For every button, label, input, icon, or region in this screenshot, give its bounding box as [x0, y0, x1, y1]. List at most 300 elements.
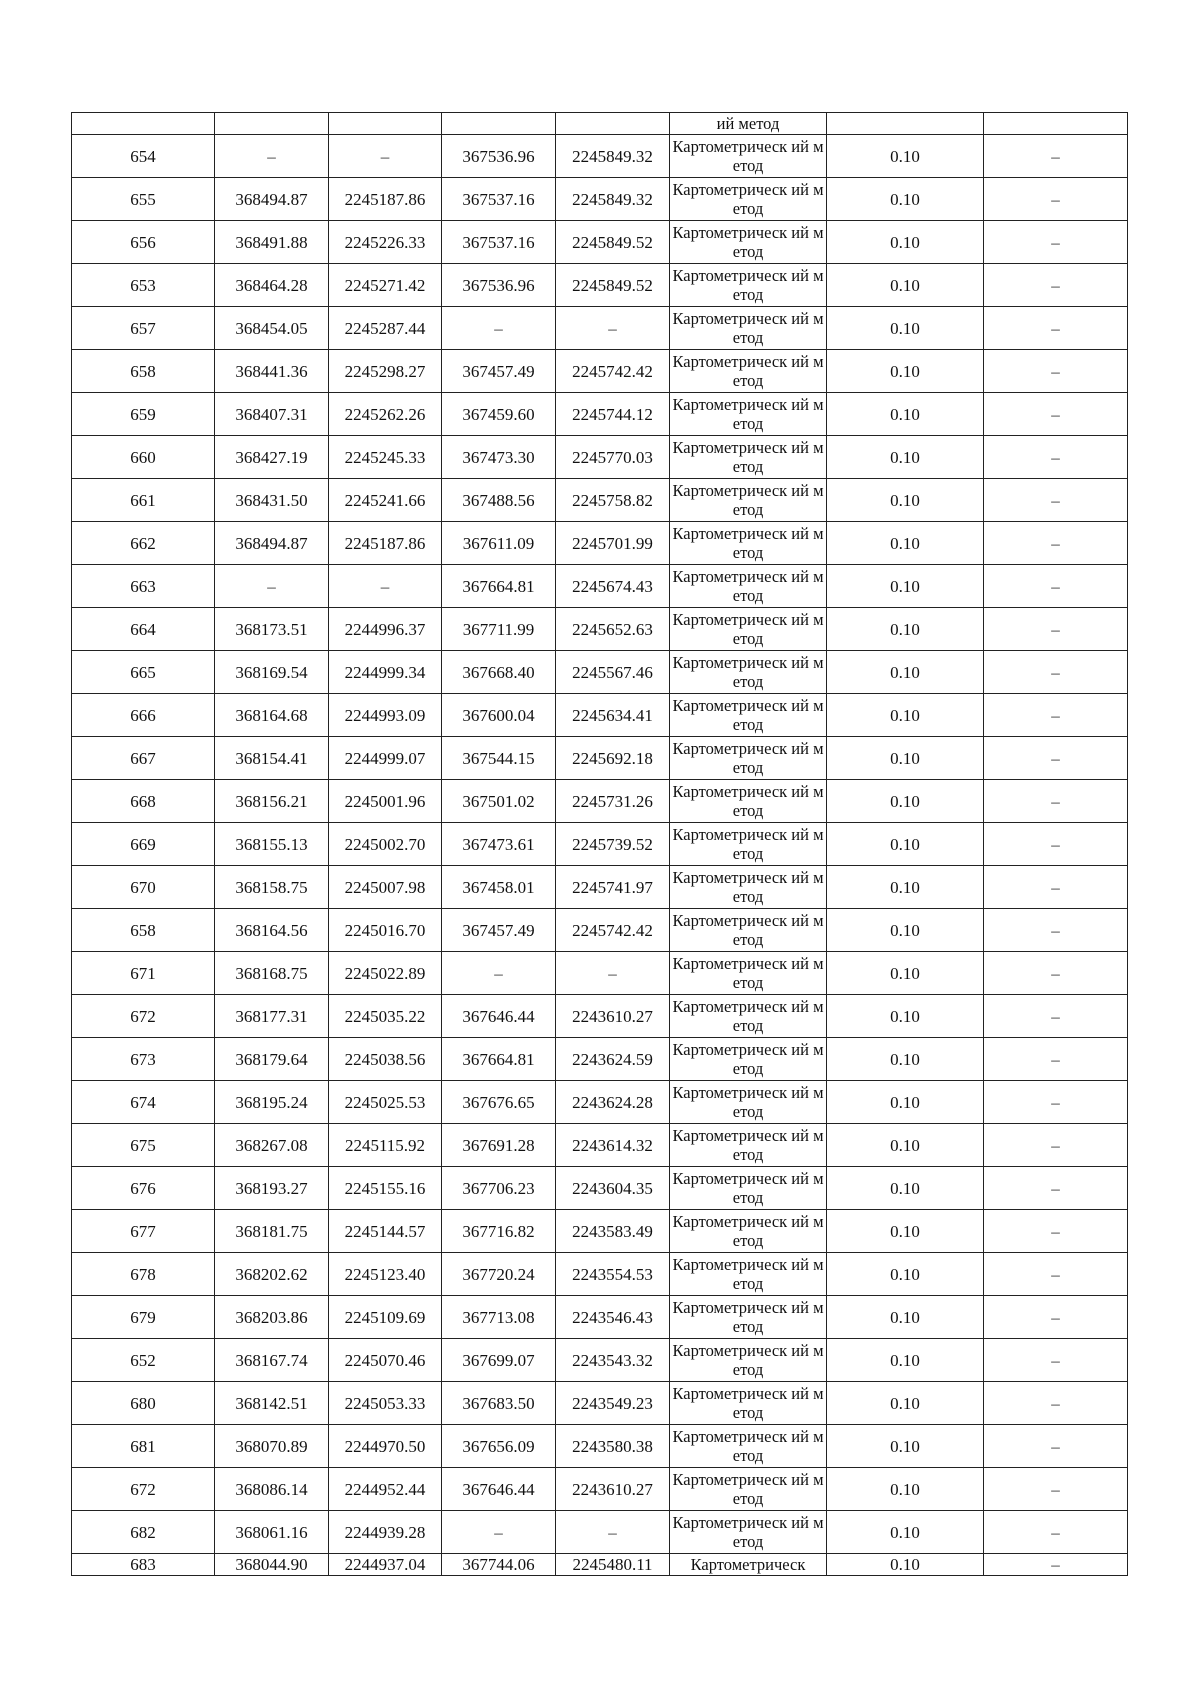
table-row — [72, 995, 1128, 1038]
cell-method: Картометрическ ий метод — [670, 1038, 827, 1081]
cell-method: Картометрическ ий метод — [670, 823, 827, 866]
cell-point-number: 667 — [72, 737, 215, 780]
cell-method: Картометрическ ий метод — [670, 1339, 827, 1382]
cell-accuracy: 0.10 — [827, 436, 984, 479]
cell-y-new: 2245480.11 — [556, 1554, 670, 1576]
cell-note: – — [984, 1210, 1128, 1253]
cell-method: Картометрическ ий метод — [670, 1167, 827, 1210]
cell-note: – — [984, 1081, 1128, 1124]
cell-x-new: 367646.44 — [442, 1468, 556, 1511]
cell-accuracy: 0.10 — [827, 221, 984, 264]
cell-note: – — [984, 522, 1128, 565]
cell-point-number: 679 — [72, 1296, 215, 1339]
table-row — [72, 565, 1128, 608]
cell-note: – — [984, 1296, 1128, 1339]
table-row — [72, 1511, 1128, 1554]
table-row — [72, 1081, 1128, 1124]
cell-point-number: 672 — [72, 995, 215, 1038]
cell-y-old: 2245226.33 — [329, 221, 442, 264]
cell-x-old: 368164.68 — [215, 694, 329, 737]
table-row — [72, 221, 1128, 264]
table-row — [72, 1210, 1128, 1253]
cell-y-old: 2245245.33 — [329, 436, 442, 479]
cell-x-new: 367646.44 — [442, 995, 556, 1038]
table-row — [72, 1554, 1128, 1576]
cell-note: – — [984, 1038, 1128, 1081]
cell-method: Картометрическ ий метод — [670, 135, 827, 178]
cell-point-number: 660 — [72, 436, 215, 479]
table-row — [72, 135, 1128, 178]
cell-accuracy: 0.10 — [827, 307, 984, 350]
cell-x-old: 368173.51 — [215, 608, 329, 651]
cell-y-new: – — [556, 952, 670, 995]
cell-note: – — [984, 995, 1128, 1038]
cell-note: – — [984, 823, 1128, 866]
cell-note: – — [984, 780, 1128, 823]
cell-accuracy: 0.10 — [827, 350, 984, 393]
cell-x-new: 367713.08 — [442, 1296, 556, 1339]
cell-x-old: 368044.90 — [215, 1554, 329, 1576]
cell-point-number: 655 — [72, 178, 215, 221]
table-row — [72, 1038, 1128, 1081]
cell-note: – — [984, 1554, 1128, 1576]
cell-x-new: 367501.02 — [442, 780, 556, 823]
cell-note: – — [984, 1425, 1128, 1468]
table-row — [72, 1468, 1128, 1511]
cell-x-new: 367664.81 — [442, 565, 556, 608]
cell-point-number — [72, 113, 215, 135]
table-row — [72, 307, 1128, 350]
cell-x-new: 367537.16 — [442, 221, 556, 264]
cell-note: – — [984, 178, 1128, 221]
table-row — [72, 393, 1128, 436]
cell-y-old: 2245016.70 — [329, 909, 442, 952]
cell-note: – — [984, 221, 1128, 264]
cell-x-new: 367457.49 — [442, 350, 556, 393]
table-row — [72, 436, 1128, 479]
cell-point-number: 683 — [72, 1554, 215, 1576]
cell-accuracy: 0.10 — [827, 952, 984, 995]
cell-x-new: 367676.65 — [442, 1081, 556, 1124]
cell-y-old: 2244939.28 — [329, 1511, 442, 1554]
cell-y-new: 2245741.97 — [556, 866, 670, 909]
cell-y-new: 2243624.59 — [556, 1038, 670, 1081]
table-row — [72, 866, 1128, 909]
cell-point-number: 677 — [72, 1210, 215, 1253]
cell-accuracy: 0.10 — [827, 737, 984, 780]
cell-note: – — [984, 1339, 1128, 1382]
cell-y-new: 2245742.42 — [556, 350, 670, 393]
cell-x-new: 367744.06 — [442, 1554, 556, 1576]
cell-x-old: 368494.87 — [215, 522, 329, 565]
cell-y-new: 2243604.35 — [556, 1167, 670, 1210]
cell-method: Картометрическ ий метод — [670, 780, 827, 823]
cell-y-old: 2245038.56 — [329, 1038, 442, 1081]
cell-method: Картометрическ — [670, 1554, 827, 1576]
cell-accuracy: 0.10 — [827, 1167, 984, 1210]
cell-y-new: 2243549.23 — [556, 1382, 670, 1425]
cell-y-new: 2243624.28 — [556, 1081, 670, 1124]
cell-x-new: – — [442, 1511, 556, 1554]
cell-y-old: 2244937.04 — [329, 1554, 442, 1576]
cell-x-old: 368464.28 — [215, 264, 329, 307]
cell-accuracy — [827, 113, 984, 135]
cell-y-new: 2245634.41 — [556, 694, 670, 737]
cell-y-old: 2244970.50 — [329, 1425, 442, 1468]
cell-y-old: 2245262.26 — [329, 393, 442, 436]
cell-method: Картометрическ ий метод — [670, 737, 827, 780]
cell-y-old: 2245155.16 — [329, 1167, 442, 1210]
cell-y-new: 2245692.18 — [556, 737, 670, 780]
table-row — [72, 522, 1128, 565]
cell-x-old: 368164.56 — [215, 909, 329, 952]
cell-y-new: 2243610.27 — [556, 995, 670, 1038]
cell-y-old: 2244952.44 — [329, 1468, 442, 1511]
cell-accuracy: 0.10 — [827, 1425, 984, 1468]
cell-y-old: 2245271.42 — [329, 264, 442, 307]
cell-x-old: 368142.51 — [215, 1382, 329, 1425]
cell-y-old: 2245035.22 — [329, 995, 442, 1038]
cell-y-new: 2245701.99 — [556, 522, 670, 565]
cell-note: – — [984, 393, 1128, 436]
cell-method: Картометрическ ий метод — [670, 1468, 827, 1511]
table-row — [72, 694, 1128, 737]
cell-method: Картометрическ ий метод — [670, 909, 827, 952]
cell-accuracy: 0.10 — [827, 1296, 984, 1339]
cell-y-new: 2245652.63 — [556, 608, 670, 651]
cell-x-new: 367457.49 — [442, 909, 556, 952]
table-row — [72, 952, 1128, 995]
cell-y-old: 2245022.89 — [329, 952, 442, 995]
cell-point-number: 673 — [72, 1038, 215, 1081]
cell-x-new: 367473.61 — [442, 823, 556, 866]
cell-x-new: 367536.96 — [442, 264, 556, 307]
cell-accuracy: 0.10 — [827, 1210, 984, 1253]
cell-y-new: – — [556, 307, 670, 350]
cell-point-number: 676 — [72, 1167, 215, 1210]
cell-accuracy: 0.10 — [827, 1081, 984, 1124]
cell-y-old — [329, 113, 442, 135]
cell-x-old: 368169.54 — [215, 651, 329, 694]
cell-accuracy: 0.10 — [827, 780, 984, 823]
cell-x-new: 367473.30 — [442, 436, 556, 479]
cell-point-number: 669 — [72, 823, 215, 866]
cell-accuracy: 0.10 — [827, 522, 984, 565]
cell-x-old: 368158.75 — [215, 866, 329, 909]
cell-point-number: 670 — [72, 866, 215, 909]
cell-method: Картометрическ ий метод — [670, 1382, 827, 1425]
cell-method: Картометрическ ий метод — [670, 393, 827, 436]
cell-note — [984, 113, 1128, 135]
cell-point-number: 658 — [72, 350, 215, 393]
cell-method: Картометрическ ий метод — [670, 1296, 827, 1339]
cell-x-old: 368156.21 — [215, 780, 329, 823]
cell-y-new: – — [556, 1511, 670, 1554]
table-row — [72, 1339, 1128, 1382]
table-body — [72, 113, 1128, 1576]
cell-x-old — [215, 113, 329, 135]
cell-y-new: 2243580.38 — [556, 1425, 670, 1468]
cell-note: – — [984, 264, 1128, 307]
cell-note: – — [984, 952, 1128, 995]
cell-y-new: 2243554.53 — [556, 1253, 670, 1296]
table-row — [72, 479, 1128, 522]
coordinates-table — [71, 112, 1128, 1576]
cell-y-old: 2245241.66 — [329, 479, 442, 522]
table-row — [72, 1253, 1128, 1296]
cell-accuracy: 0.10 — [827, 694, 984, 737]
cell-x-new: 367668.40 — [442, 651, 556, 694]
cell-x-old: 368086.14 — [215, 1468, 329, 1511]
cell-point-number: 663 — [72, 565, 215, 608]
cell-x-new: 367459.60 — [442, 393, 556, 436]
cell-x-old: 368491.88 — [215, 221, 329, 264]
table-row — [72, 1124, 1128, 1167]
cell-x-new — [442, 113, 556, 135]
cell-x-old: 368154.41 — [215, 737, 329, 780]
cell-y-new: 2245758.82 — [556, 479, 670, 522]
cell-note: – — [984, 1124, 1128, 1167]
cell-note: – — [984, 135, 1128, 178]
cell-y-old: 2245287.44 — [329, 307, 442, 350]
cell-note: – — [984, 651, 1128, 694]
cell-method: Картометрическ ий метод — [670, 651, 827, 694]
cell-point-number: 665 — [72, 651, 215, 694]
cell-point-number: 672 — [72, 1468, 215, 1511]
cell-x-old: 368441.36 — [215, 350, 329, 393]
cell-y-new: 2245849.52 — [556, 264, 670, 307]
cell-x-old: 368177.31 — [215, 995, 329, 1038]
cell-method: Картометрическ ий метод — [670, 1253, 827, 1296]
cell-method: Картометрическ ий метод — [670, 1425, 827, 1468]
cell-accuracy: 0.10 — [827, 1038, 984, 1081]
cell-y-old: 2245187.86 — [329, 522, 442, 565]
cell-x-old: – — [215, 565, 329, 608]
cell-y-old: 2245109.69 — [329, 1296, 442, 1339]
cell-accuracy: 0.10 — [827, 135, 984, 178]
cell-x-old: 368454.05 — [215, 307, 329, 350]
cell-method: Картометрическ ий метод — [670, 1511, 827, 1554]
table-row — [72, 178, 1128, 221]
cell-y-old: 2245298.27 — [329, 350, 442, 393]
cell-method: Картометрическ ий метод — [670, 350, 827, 393]
cell-y-new — [556, 113, 670, 135]
cell-x-old: 368168.75 — [215, 952, 329, 995]
cell-method: Картометрическ ий метод — [670, 694, 827, 737]
cell-y-new: 2245742.42 — [556, 909, 670, 952]
cell-point-number: 661 — [72, 479, 215, 522]
cell-point-number: 657 — [72, 307, 215, 350]
table-row — [72, 651, 1128, 694]
cell-y-new: 2243610.27 — [556, 1468, 670, 1511]
cell-method: Картометрическ ий метод — [670, 307, 827, 350]
cell-y-new: 2245731.26 — [556, 780, 670, 823]
cell-x-new: 367537.16 — [442, 178, 556, 221]
cell-y-new: 2245567.46 — [556, 651, 670, 694]
cell-note: – — [984, 1382, 1128, 1425]
cell-note: – — [984, 307, 1128, 350]
table-row-continuation — [72, 113, 1128, 135]
cell-x-old: 368181.75 — [215, 1210, 329, 1253]
table-row — [72, 1167, 1128, 1210]
cell-accuracy: 0.10 — [827, 393, 984, 436]
cell-point-number: 659 — [72, 393, 215, 436]
cell-x-new: 367716.82 — [442, 1210, 556, 1253]
cell-y-old: 2245123.40 — [329, 1253, 442, 1296]
cell-note: – — [984, 737, 1128, 780]
cell-method: Картометрическ ий метод — [670, 608, 827, 651]
cell-y-new: 2243583.49 — [556, 1210, 670, 1253]
cell-y-old: 2245187.86 — [329, 178, 442, 221]
table-row — [72, 823, 1128, 866]
cell-y-new: 2243546.43 — [556, 1296, 670, 1339]
cell-y-old: 2244999.34 — [329, 651, 442, 694]
cell-accuracy: 0.10 — [827, 1468, 984, 1511]
cell-x-new: 367611.09 — [442, 522, 556, 565]
cell-x-new: 367664.81 — [442, 1038, 556, 1081]
cell-note: – — [984, 1468, 1128, 1511]
cell-method: Картометрическ ий метод — [670, 522, 827, 565]
cell-y-old: – — [329, 135, 442, 178]
cell-accuracy: 0.10 — [827, 264, 984, 307]
cell-y-old: 2245053.33 — [329, 1382, 442, 1425]
cell-y-new: 2243614.32 — [556, 1124, 670, 1167]
cell-x-new: 367691.28 — [442, 1124, 556, 1167]
cell-point-number: 666 — [72, 694, 215, 737]
cell-note: – — [984, 909, 1128, 952]
cell-x-old: 368167.74 — [215, 1339, 329, 1382]
cell-accuracy: 0.10 — [827, 565, 984, 608]
cell-note: – — [984, 479, 1128, 522]
cell-method: Картометрическ ий метод — [670, 178, 827, 221]
cell-x-old: 368427.19 — [215, 436, 329, 479]
cell-note: – — [984, 1253, 1128, 1296]
cell-y-new: 2245739.52 — [556, 823, 670, 866]
cell-point-number: 664 — [72, 608, 215, 651]
cell-accuracy: 0.10 — [827, 1339, 984, 1382]
cell-x-old: 368179.64 — [215, 1038, 329, 1081]
cell-point-number: 675 — [72, 1124, 215, 1167]
cell-accuracy: 0.10 — [827, 823, 984, 866]
cell-y-old: 2245025.53 — [329, 1081, 442, 1124]
cell-note: – — [984, 694, 1128, 737]
cell-point-number: 680 — [72, 1382, 215, 1425]
table-row — [72, 780, 1128, 823]
cell-x-old: 368061.16 — [215, 1511, 329, 1554]
cell-x-old: 368202.62 — [215, 1253, 329, 1296]
cell-method: Картометрическ ий метод — [670, 221, 827, 264]
cell-point-number: 671 — [72, 952, 215, 995]
cell-x-new: 367544.15 — [442, 737, 556, 780]
cell-accuracy: 0.10 — [827, 178, 984, 221]
cell-x-new: – — [442, 307, 556, 350]
cell-point-number: 668 — [72, 780, 215, 823]
cell-note: – — [984, 866, 1128, 909]
cell-x-new: 367683.50 — [442, 1382, 556, 1425]
cell-x-old: 368203.86 — [215, 1296, 329, 1339]
cell-note: – — [984, 436, 1128, 479]
table-row — [72, 608, 1128, 651]
cell-x-new: – — [442, 952, 556, 995]
cell-x-old: 368070.89 — [215, 1425, 329, 1468]
cell-method: Картометрическ ий метод — [670, 1081, 827, 1124]
cell-accuracy: 0.10 — [827, 1253, 984, 1296]
cell-accuracy: 0.10 — [827, 1124, 984, 1167]
cell-accuracy: 0.10 — [827, 1554, 984, 1576]
cell-point-number: 656 — [72, 221, 215, 264]
cell-accuracy: 0.10 — [827, 651, 984, 694]
table-row — [72, 1382, 1128, 1425]
cell-y-new: 2245849.52 — [556, 221, 670, 264]
table-row — [72, 737, 1128, 780]
cell-x-old: 368494.87 — [215, 178, 329, 221]
cell-point-number: 681 — [72, 1425, 215, 1468]
cell-note: – — [984, 1511, 1128, 1554]
cell-y-old: 2244996.37 — [329, 608, 442, 651]
cell-method: Картометрическ ий метод — [670, 1210, 827, 1253]
cell-x-new: 367600.04 — [442, 694, 556, 737]
cell-x-new: 367488.56 — [442, 479, 556, 522]
table-row — [72, 350, 1128, 393]
cell-y-new: 2245674.43 — [556, 565, 670, 608]
cell-accuracy: 0.10 — [827, 479, 984, 522]
cell-point-number: 652 — [72, 1339, 215, 1382]
cell-x-new: 367458.01 — [442, 866, 556, 909]
cell-x-new: 367711.99 — [442, 608, 556, 651]
table-row — [72, 1425, 1128, 1468]
cell-note: – — [984, 350, 1128, 393]
cell-method: Картометрическ ий метод — [670, 565, 827, 608]
cell-x-new: 367720.24 — [442, 1253, 556, 1296]
cell-method: Картометрическ ий метод — [670, 436, 827, 479]
cell-x-new: 367699.07 — [442, 1339, 556, 1382]
cell-method: Картометрическ ий метод — [670, 995, 827, 1038]
cell-y-old: 2244993.09 — [329, 694, 442, 737]
cell-method: Картометрическ ий метод — [670, 1124, 827, 1167]
cell-accuracy: 0.10 — [827, 995, 984, 1038]
cell-point-number: 662 — [72, 522, 215, 565]
cell-method: Картометрическ ий метод — [670, 866, 827, 909]
cell-x-old: 368407.31 — [215, 393, 329, 436]
cell-x-old: – — [215, 135, 329, 178]
cell-y-new: 2245770.03 — [556, 436, 670, 479]
cell-accuracy: 0.10 — [827, 1382, 984, 1425]
cell-y-old: 2245001.96 — [329, 780, 442, 823]
cell-accuracy: 0.10 — [827, 909, 984, 952]
cell-x-new: 367536.96 — [442, 135, 556, 178]
cell-x-old: 368267.08 — [215, 1124, 329, 1167]
cell-y-new: 2245849.32 — [556, 135, 670, 178]
cell-x-old: 368431.50 — [215, 479, 329, 522]
cell-point-number: 678 — [72, 1253, 215, 1296]
cell-point-number: 654 — [72, 135, 215, 178]
cell-accuracy: 0.10 — [827, 866, 984, 909]
cell-note: – — [984, 1167, 1128, 1210]
cell-note: – — [984, 608, 1128, 651]
cell-accuracy: 0.10 — [827, 1511, 984, 1554]
cell-y-old: 2245115.92 — [329, 1124, 442, 1167]
cell-y-new: 2243543.32 — [556, 1339, 670, 1382]
cell-y-old: 2244999.07 — [329, 737, 442, 780]
cell-point-number: 658 — [72, 909, 215, 952]
cell-x-new: 367656.09 — [442, 1425, 556, 1468]
table-row — [72, 909, 1128, 952]
cell-y-new: 2245744.12 — [556, 393, 670, 436]
cell-method: Картометрическ ий метод — [670, 264, 827, 307]
cell-method: Картометрическ ий метод — [670, 479, 827, 522]
cell-note: – — [984, 565, 1128, 608]
cell-y-old: 2245070.46 — [329, 1339, 442, 1382]
